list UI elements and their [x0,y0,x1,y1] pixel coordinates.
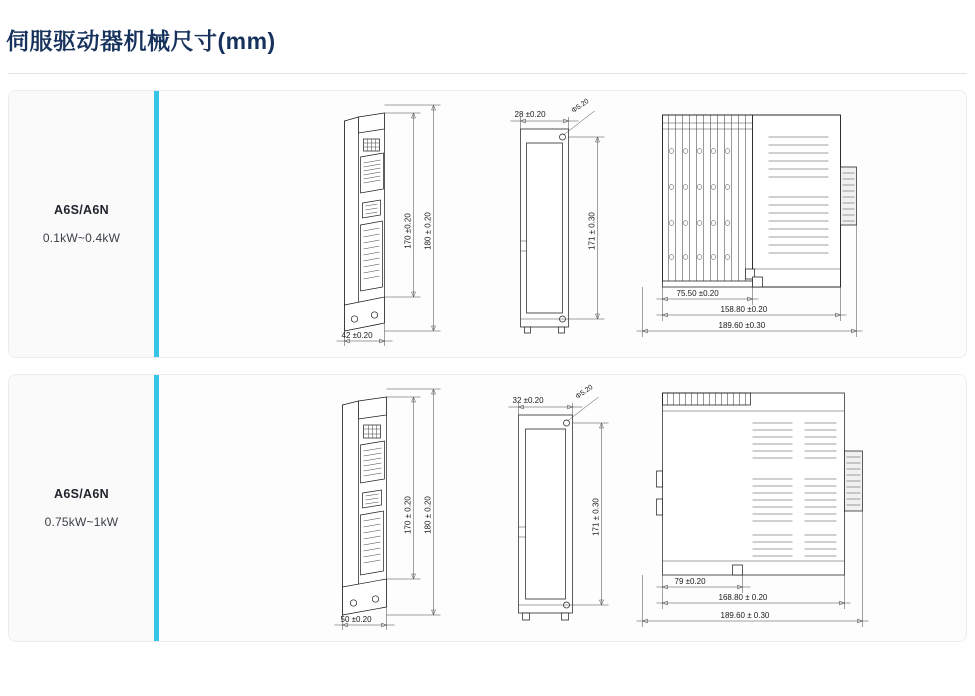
dim-depth-mid: 158.80 ±0.20 [720,305,768,314]
dim-front-width: 50 ±0.20 [340,615,372,624]
dim-side-width: 32 ±0.20 [512,396,544,405]
dim-side-width: 28 ±0.20 [514,110,546,119]
side-view-drawing [509,384,609,620]
drawing-figure [159,375,966,641]
dim-front-height-inner: 170 ±0.20 [403,213,413,249]
dim-front-height-inner: 170 ± 0.20 [403,496,413,534]
side-view-drawing [511,98,605,333]
page-title: 伺服驱动器机械尺寸(mm) [6,28,276,55]
page-root [0,15,975,642]
dim-front-height-outer: 180 ± 0.20 [423,212,433,250]
model-name: A6S/A6N [54,487,109,501]
dim-side-height: 171 ± 0.30 [587,212,597,250]
spec-card [8,90,967,358]
mechanical-drawing-svg [159,375,966,641]
drawing-figure [159,91,966,357]
power-range: 0.1kW~0.4kW [42,231,121,245]
card-label-block [9,375,154,641]
dim-hole-diameter: Φ5.20 [570,97,591,115]
dim-depth-small: 79 ±0.20 [674,577,706,586]
dim-front-height-outer: 180 ± 0.20 [423,496,433,534]
top-view-drawing [637,115,863,337]
top-view-drawing [637,393,869,627]
dim-depth-mid: 168.80 ± 0.20 [718,593,768,602]
dim-side-height: 171 ± 0.30 [591,498,601,536]
dim-depth-small: 75.50 ±0.20 [676,289,719,298]
dim-hole-diameter: Φ5.20 [574,383,595,401]
front-view-drawing [335,389,441,630]
power-range: 0.75kW~1kW [44,515,119,529]
model-name: A6S/A6N [54,203,109,217]
dim-depth-total: 189.60 ±0.30 [718,321,766,330]
front-view-drawing [337,105,441,346]
card-label-block [9,91,154,357]
spec-card [8,374,967,642]
mechanical-drawing-svg [159,91,966,357]
dim-front-width: 42 ±0.20 [341,331,373,340]
dim-depth-total: 189.60 ± 0.30 [720,611,770,620]
spec-card-list [0,74,975,642]
